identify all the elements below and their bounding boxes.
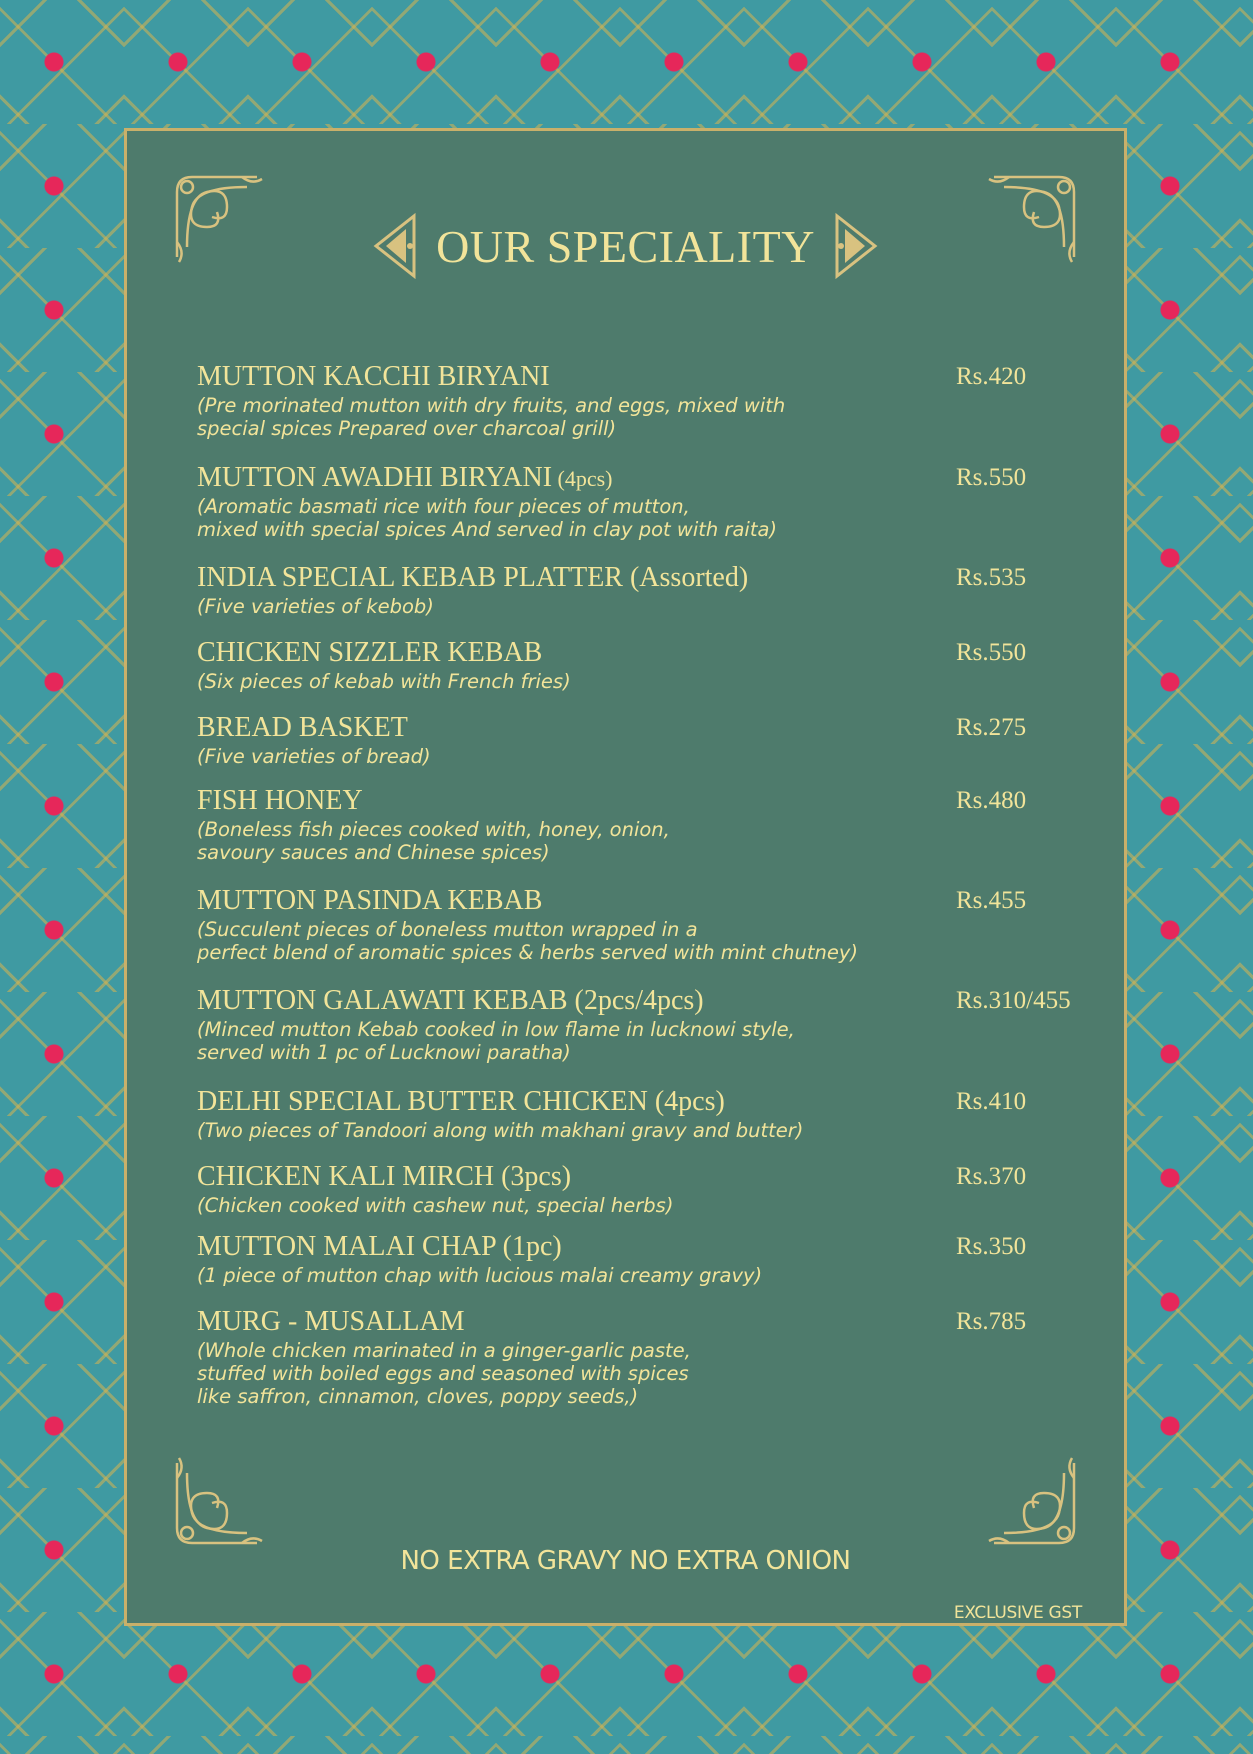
item-name: INDIA SPECIAL KEBAB PLATTER (Assorted) (197, 562, 749, 593)
item-price: Rs.410 (956, 1088, 1027, 1115)
item-description: (Whole chicken marinated in a ginger-garlic paste, stuffed with boiled eggs and seasoned with spices like saffron, cinnamon, cloves, poppy seeds,) (197, 1339, 691, 1408)
menu-item (197, 462, 1097, 541)
item-price: Rs.350 (956, 1233, 1027, 1260)
menu-item (197, 985, 1097, 1064)
menu-item (197, 785, 1097, 864)
item-description: (Chicken cooked with cashew nut, special herbs) (197, 1194, 674, 1217)
title-ornament-icon (833, 211, 881, 281)
corner-ornament-icon (167, 1453, 267, 1553)
item-description: (Five varieties of bread) (197, 745, 431, 768)
item-name: MUTTON GALAWATI KEBAB (2pcs/4pcs) (197, 985, 704, 1016)
corner-ornament-icon (984, 1453, 1084, 1553)
item-description: (Boneless fish pieces cooked with, honey, onion, savoury sauces and Chinese spices) (197, 818, 670, 864)
menu-item (197, 1086, 1097, 1142)
item-name: CHICKEN KALI MIRCH (3pcs) (197, 1161, 572, 1192)
item-name: DELHI SPECIAL BUTTER CHICKEN (4pcs) (197, 1086, 725, 1117)
menu-item (197, 1306, 1097, 1408)
item-name: FISH HONEY (197, 785, 363, 816)
title-ornament-icon (370, 211, 418, 281)
item-price: Rs.370 (956, 1163, 1027, 1190)
item-price: Rs.480 (956, 787, 1027, 814)
menu-panel (124, 128, 1127, 1626)
item-name: BREAD BASKET (197, 712, 408, 743)
item-price: Rs.420 (956, 363, 1027, 390)
item-description: (1 piece of mutton chap with lucious malai creamy gravy) (197, 1264, 763, 1287)
item-price: Rs.785 (956, 1308, 1027, 1335)
item-price: Rs.455 (956, 887, 1027, 914)
item-price: Rs.550 (956, 464, 1027, 491)
item-name: MUTTON AWADHI BIRYANI (4pcs) (197, 462, 613, 493)
item-description: (Minced mutton Kebab cooked in low flame in lucknowi style, served with 1 pc of Lucknowi paratha) (197, 1018, 795, 1064)
menu-item (197, 361, 1097, 440)
menu-item (197, 1231, 1097, 1287)
item-description: (Succulent pieces of boneless mutton wrapped in a perfect blend of aromatic spices & herbs served with mint chutney) (197, 918, 858, 964)
item-name: MUTTON MALAI CHAP (1pc) (197, 1231, 562, 1262)
page-title: OUR SPECIALITY (436, 220, 815, 272)
item-name: MURG - MUSALLAM (197, 1306, 465, 1337)
menu-item (197, 885, 1097, 964)
item-price: Rs.550 (956, 639, 1027, 666)
item-name: MUTTON KACCHI BIRYANI (197, 361, 550, 392)
menu-item (197, 1161, 1097, 1217)
item-price: Rs.535 (956, 564, 1027, 591)
tax-note: EXCLUSIVE GST (953, 1603, 1082, 1623)
item-name: CHICKEN SIZZLER KEBAB (197, 637, 543, 668)
menu-item (197, 637, 1097, 693)
title-row (127, 211, 1124, 281)
footer-note: NO EXTRA GRAVY NO EXTRA ONION (400, 1546, 851, 1576)
item-description: (Six pieces of kebab with French fries) (197, 670, 571, 693)
item-description: (Pre morinated mutton with dry fruits, and eggs, mixed with special spices Prepared over charcoal grill) (197, 394, 786, 440)
menu-item (197, 562, 1097, 618)
item-price: Rs.275 (956, 714, 1027, 741)
item-description: (Two pieces of Tandoori along with makhani gravy and butter) (197, 1119, 804, 1142)
item-description: (Five varieties of kebob) (197, 595, 434, 618)
item-description: (Aromatic basmati rice with four pieces of mutton, mixed with special spices And served in clay pot with raita) (197, 495, 778, 541)
item-price: Rs.310/455 (956, 987, 1071, 1014)
item-name: MUTTON PASINDA KEBAB (197, 885, 543, 916)
menu-item (197, 712, 1097, 768)
